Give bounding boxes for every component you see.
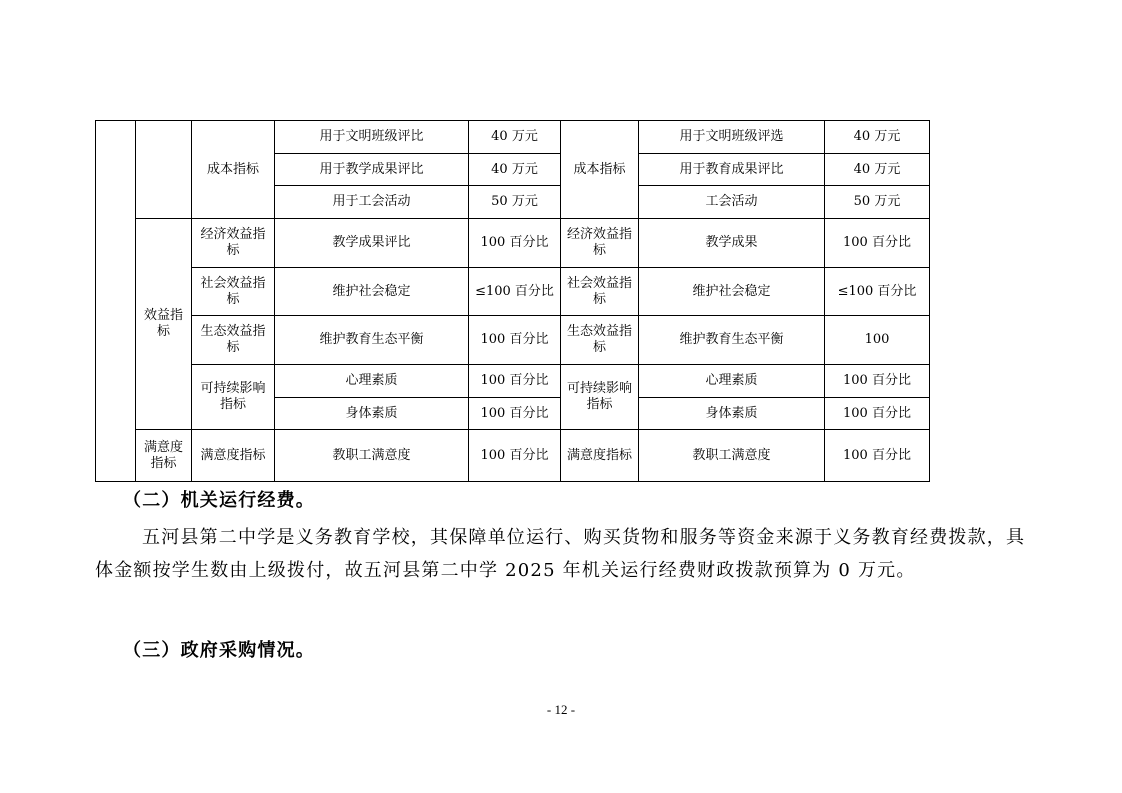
empty-level1-cell: [136, 121, 192, 219]
page-number: - 12 -: [546, 702, 576, 717]
indicator-item: 教学成果评比: [275, 219, 469, 268]
indicator-value-2: 40 万元: [825, 154, 930, 186]
economic-indicator-label: 经济效益指标: [192, 219, 275, 268]
sustainable-indicator-label-2: 可持续影响指标: [561, 365, 639, 430]
indicator-item-2: 工会活动: [639, 186, 825, 219]
indicator-item-2: 身体素质: [639, 398, 825, 430]
indicator-value-2: 40 万元: [825, 121, 930, 154]
table-row: [96, 365, 930, 398]
indicator-value-2: 100 百分比: [825, 398, 930, 430]
indicator-item: 心理素质: [275, 365, 469, 398]
indicator-value: 40 万元: [469, 154, 561, 186]
indicator-item: 用于教学成果评比: [275, 154, 469, 186]
table-row: [96, 219, 930, 268]
indicator-item-2: 教学成果: [639, 219, 825, 268]
indicator-value-2: 100: [825, 316, 930, 365]
indicator-item-2: 用于文明班级评选: [639, 121, 825, 154]
cost-indicator-label-2: 成本指标: [561, 121, 639, 219]
indicator-value-2: 50 万元: [825, 186, 930, 219]
indicator-value: ≤100 百分比: [469, 268, 561, 316]
indicator-value: 100 百分比: [469, 365, 561, 398]
empty-outer-cell: [96, 121, 136, 482]
table-row: [96, 316, 930, 365]
indicator-value-2: 100 百分比: [825, 365, 930, 398]
satisfaction-indicator-label: 满意度指标: [192, 430, 275, 482]
indicator-item: 维护社会稳定: [275, 268, 469, 316]
section-heading-operating-funds: （二）机关运行经费。: [123, 490, 315, 511]
indicator-item-2: 用于教育成果评比: [639, 154, 825, 186]
indicator-item: 身体素质: [275, 398, 469, 430]
indicator-item-2: 维护教育生态平衡: [639, 316, 825, 365]
social-indicator-label-2: 社会效益指标: [561, 268, 639, 316]
indicator-value: 40 万元: [469, 121, 561, 154]
benefit-indicator-label: 效益指标: [136, 219, 192, 430]
ecological-indicator-label-2: 生态效益指标: [561, 316, 639, 365]
indicator-item: 教职工满意度: [275, 430, 469, 482]
indicator-value: 100 百分比: [469, 398, 561, 430]
table-row: [96, 121, 930, 154]
table-row: [96, 430, 930, 482]
indicator-item-2: 心理素质: [639, 365, 825, 398]
social-indicator-label: 社会效益指标: [192, 268, 275, 316]
section-heading-procurement: （三）政府采购情况。: [123, 640, 315, 661]
indicator-item-2: 教职工满意度: [639, 430, 825, 482]
ecological-indicator-label: 生态效益指标: [192, 316, 275, 365]
satisfaction-indicator-label-2: 满意度指标: [561, 430, 639, 482]
indicator-value: 100 百分比: [469, 219, 561, 268]
indicator-value: 50 万元: [469, 186, 561, 219]
economic-indicator-label-2: 经济效益指标: [561, 219, 639, 268]
indicator-item-2: 维护社会稳定: [639, 268, 825, 316]
sustainable-indicator-label: 可持续影响指标: [192, 365, 275, 430]
indicator-item: 用于文明班级评比: [275, 121, 469, 154]
indicator-item: 用于工会活动: [275, 186, 469, 219]
performance-indicator-table: [95, 120, 930, 482]
indicator-value: 100 百分比: [469, 430, 561, 482]
indicator-value-2: 100 百分比: [825, 430, 930, 482]
cost-indicator-label: 成本指标: [192, 121, 275, 219]
indicator-item: 维护教育生态平衡: [275, 316, 469, 365]
indicator-value: 100 百分比: [469, 316, 561, 365]
indicator-value-2: 100 百分比: [825, 219, 930, 268]
table-row: [96, 268, 930, 316]
indicator-value-2: ≤100 百分比: [825, 268, 930, 316]
section-body-operating-funds: 五河县第二中学是义务教育学校，其保障单位运行、购买货物和服务等资金来源于义务教育经费拨款，具体金额按学生数由上级拨付，故五河县第二中学 2025 年机关运行经费财政拨款预算为 0 万元。: [95, 527, 1026, 581]
satisfaction-top-label: 满意度指标: [136, 430, 192, 482]
